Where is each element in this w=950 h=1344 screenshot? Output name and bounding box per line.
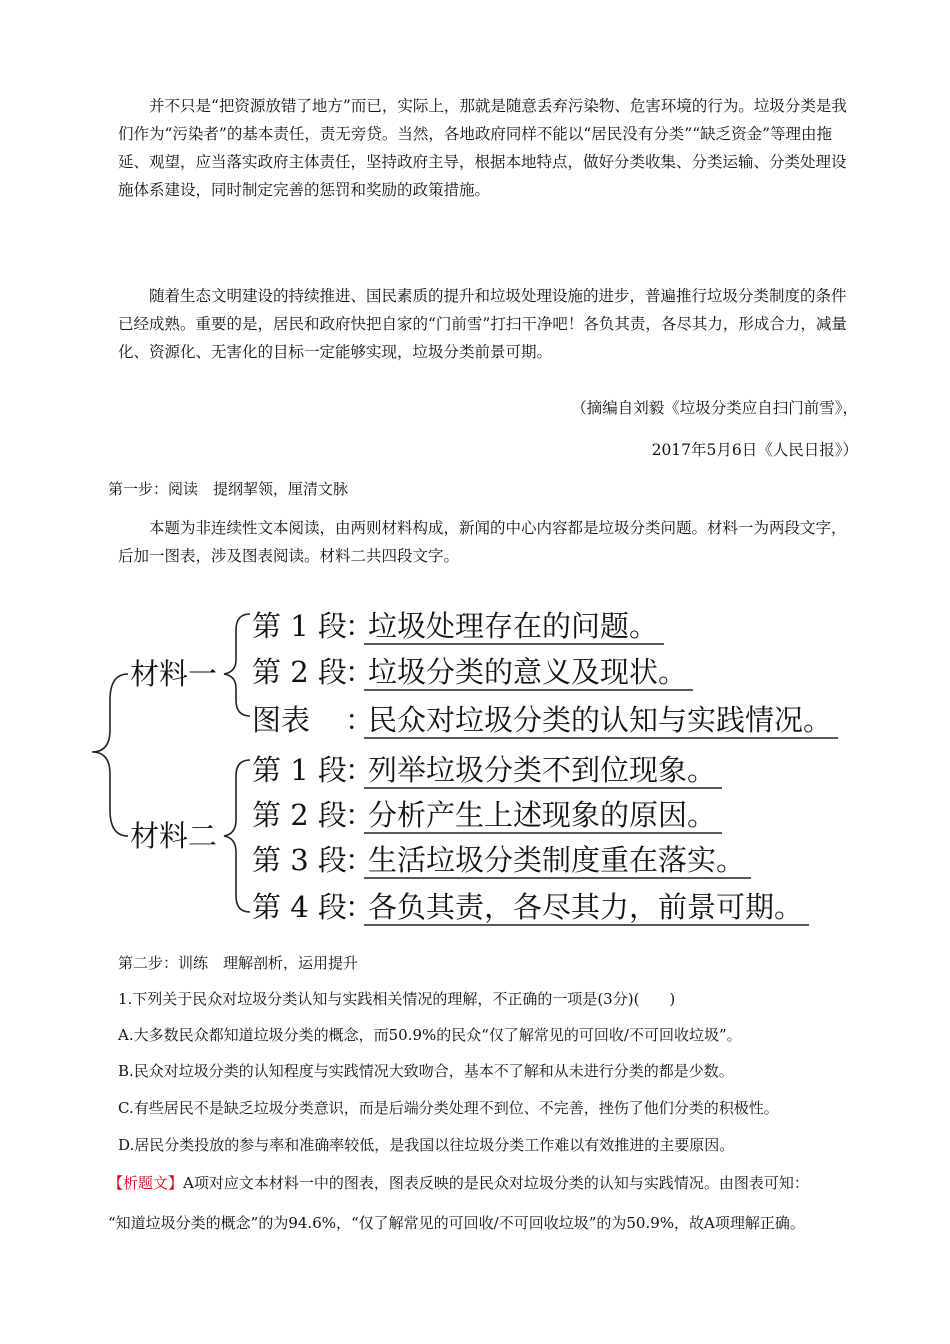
diagram-item-value: 分析产生上述现象的原因。 [368,798,717,832]
diagram-item-colon: ： [345,655,375,689]
diagram-item-key: 第 3 段 [252,843,347,877]
diagram-item-key: 第 1 段 [252,753,347,787]
diagram-item-value: 生活垃圾分类制度重在落实。 [368,843,746,877]
analysis-text-1: A项对应文本材料一中的图表，图表反映的是民众对垃圾分类的认知与实践情况。由图表可知： [183,1174,809,1192]
step1-title: 第一步：阅读 提纲挈领，厘清文脉 [108,480,349,498]
analysis-tag: 【析题文】 [108,1174,184,1192]
analysis-line-2: “知道垃圾分类的概念”的为94.6%，“仅了解常见的可回收/不可回收垃圾”的为50.9%，故A项理解正确。 [108,1214,805,1232]
diagram-item-colon: ： [345,609,375,643]
option-c: C.有些居民不是缺乏垃圾分类意识，而是后端分类处理不到位、不完善，挫伤了他们分类的积极性。 [118,1099,779,1117]
question-stem: 1.下列关于民众对垃圾分类认知与实践相关情况的理解，不正确的一项是(3分)( ) [118,990,676,1008]
diagram-item-value: 垃圾分类的意义及现状。 [368,655,688,689]
diagram-item-key: 图表 [252,703,311,737]
diagram-item-colon: ： [345,703,375,737]
source-line-2: 2017年5月6日《人民日报》） [651,441,858,459]
diagram-group-label: 材料二 [130,819,218,853]
diagram-item-colon: ： [345,753,375,787]
option-b: B.民众对垃圾分类的认知程度与实践情况大致吻合，基本不了解和从未进行分类的都是少数。 [118,1062,734,1080]
diagram-item-value: 民众对垃圾分类的认知与实践情况。 [368,703,833,737]
diagram-item-colon: ： [345,843,375,877]
diagram-item-value: 各负其责，各尽其力，前景可期。 [368,890,804,924]
option-a: A.大多数民众都知道垃圾分类的概念，而50.9%的民众“仅了解常见的可回收/不可回收垃圾”。 [118,1026,742,1044]
step1-text: 本题为非连续性文本阅读，由两则材料构成，新闻的中心内容都是垃圾分类问题。材料一为两段文字，后加一图表，涉及图表阅读。材料二共四段文字。 [118,519,847,565]
analysis-line-1 [108,1172,809,1194]
diagram-item-key: 第 4 段 [252,890,347,924]
outer-brace [92,674,128,836]
brace-group-2 [224,760,250,912]
diagram-item-key: 第 1 段 [252,609,347,643]
option-d: D.居民分类投放的参与率和准确率较低，是我国以往垃圾分类工作难以有效推进的主要原因。 [118,1136,735,1154]
diagram-item-value: 垃圾处理存在的问题。 [368,609,659,643]
source-line-1: （摘编自刘毅《垃圾分类应自扫门前雪》， [571,399,858,417]
intro-paragraph-2: 随着生态文明建设的持续推进、国民素质的提升和垃圾处理设施的进步，普遍推行垃圾分类制度的条件已经成熟。重要的是，居民和政府快把自家的“门前雪”打扫干净吧！各负其责，各尽其力，形成合力，减量化、资源化、无害化的目标一定能够实现，垃圾分类前景可期。 [118,287,847,361]
diagram-item-colon: ： [345,890,375,924]
diagram-item-value: 列举垃圾分类不到位现象。 [368,753,717,787]
diagram-item-key: 第 2 段 [252,655,347,689]
diagram-item-key: 第 2 段 [252,798,347,832]
diagram-item-colon: ： [345,798,375,832]
brace-group-1 [224,614,250,716]
step2-title: 第二步：训练 理解剖析，运用提升 [118,954,359,972]
diagram-group-label: 材料一 [130,657,218,691]
intro-paragraph-1: 并不只是“把资源放错了地方”而已，实际上，那就是随意丢弃污染物、危害环境的行为。垃圾分类是我们作为“污染者”的基本责任，责无旁贷。当然，各地政府同样不能以“居民没有分类”“缺乏资金”等理由拖延、观望，应当落实政府主体责任，坚持政府主导，根据本地特点，做好分类收集、分类运输、分类处理设施体系建设，同时制定完善的惩罚和奖励的政策措施。 [118,97,847,199]
